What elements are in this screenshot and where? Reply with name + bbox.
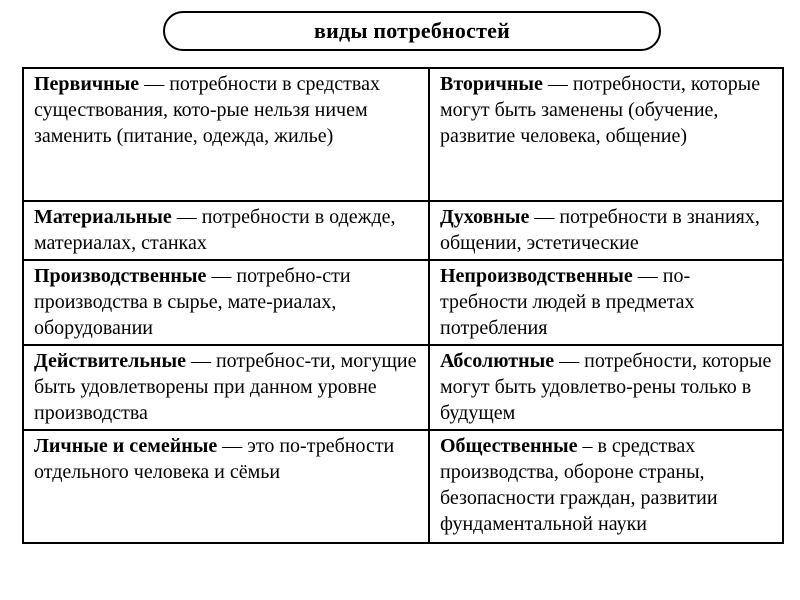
table-row	[23, 345, 783, 430]
term-actual: Действительные	[34, 350, 186, 372]
term-secondary: Вторичные	[440, 73, 543, 95]
desc-secondary: — потребности, которые могут быть заменены (обучение, развитие человека, общение)	[440, 73, 761, 147]
table-row	[23, 430, 783, 543]
term-personal: Личные и семейные	[34, 435, 218, 457]
cell-secondary	[429, 68, 783, 201]
term-primary: Первичные	[34, 73, 140, 95]
desc-absolute: — потребности, которые могут быть удовлетво-рены только в будущем	[440, 350, 772, 424]
desc-actual: — потребнос-ти, могущие быть удовлетворены при данном уровне производства	[34, 350, 417, 424]
table-row	[23, 201, 783, 260]
cell-primary	[23, 68, 429, 201]
table-row	[23, 68, 783, 201]
cell-public	[429, 430, 783, 543]
table-row	[23, 260, 783, 345]
title-box	[163, 11, 661, 51]
page-title: виды потребностей	[314, 18, 510, 43]
desc-public: – в средствах производства, обороне страны, безопасности граждан, развитии фундаментальной науки	[440, 435, 718, 535]
cell-actual	[23, 345, 429, 430]
desc-nonproductive: — по-требности людей в предметах потребления	[440, 265, 695, 339]
term-absolute: Абсолютные	[440, 350, 555, 372]
cell-productive	[23, 260, 429, 345]
term-spiritual: Духовные	[440, 206, 530, 228]
desc-primary: — потребности в средствах существования, кото-рые нельзя ничем заменить (питание, одежда, жилье)	[34, 73, 380, 147]
term-public: Общественные	[440, 435, 578, 457]
term-material: Материальные	[34, 206, 172, 228]
cell-personal	[23, 430, 429, 543]
cell-spiritual	[429, 201, 783, 260]
cell-material	[23, 201, 429, 260]
desc-material: — потребности в одежде, материалах, станках	[34, 206, 396, 254]
desc-productive: — потребно-сти производства в сырье, мате-риалах, оборудовании	[34, 265, 351, 339]
term-nonproductive: Непроизводственные	[440, 265, 633, 287]
desc-personal: — это по-требности отдельного человека и сёмьи	[34, 435, 395, 483]
desc-spiritual: — потребности в знаниях, общении, эстетические	[440, 206, 760, 254]
cell-absolute	[429, 345, 783, 430]
needs-table	[22, 67, 784, 544]
term-productive: Производственные	[34, 265, 207, 287]
cell-nonproductive	[429, 260, 783, 345]
